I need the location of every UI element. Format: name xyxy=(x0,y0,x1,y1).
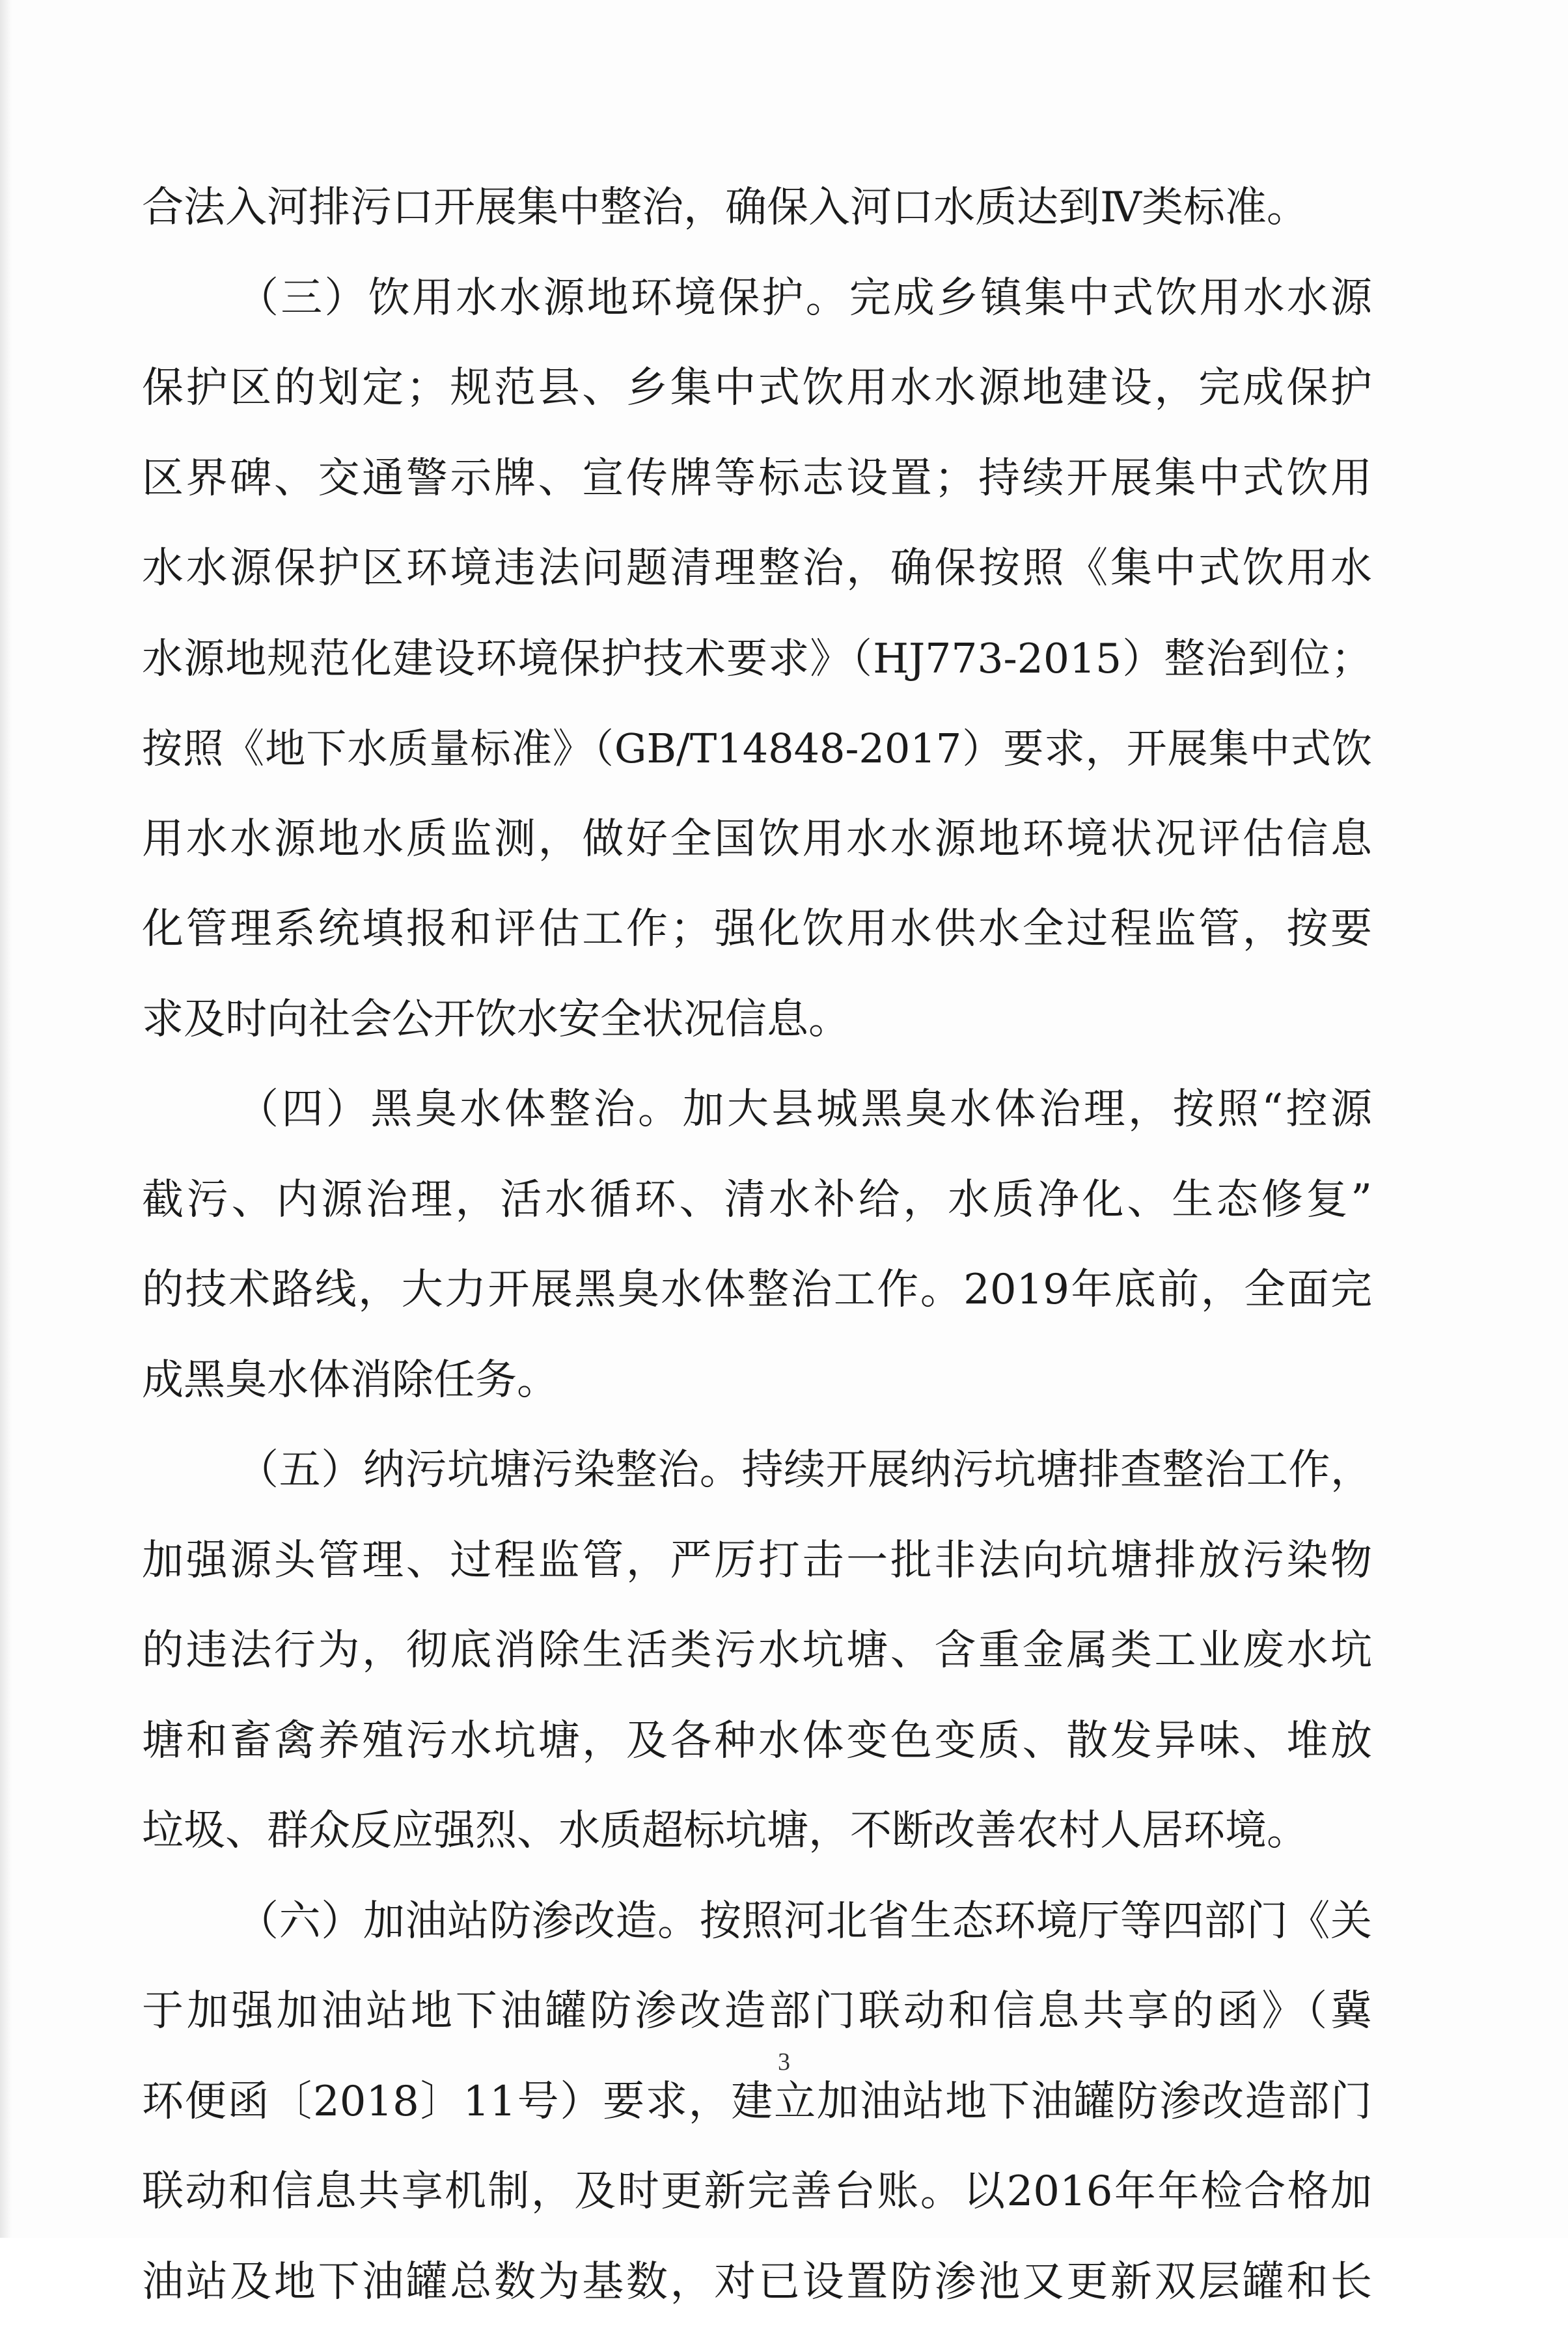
text-line: （五）纳污坑塘污染整治。持续开展纳污坑塘排查整治工作， xyxy=(142,1425,1372,1516)
text-line: 垃圾、群众反应强烈、水质超标坑塘，不断改善农村人居环境。 xyxy=(142,1786,1372,1876)
text-line: 化管理系统填报和评估工作；强化饮用水供水全过程监管，按要 xyxy=(142,884,1372,975)
text-line: 环便函〔2018〕11号）要求，建立加油站地下油罐防渗改造部门 xyxy=(142,2057,1372,2147)
text-line: 的技术路线，大力开展黑臭水体整治工作。2019年底前，全面完 xyxy=(142,1245,1372,1335)
scan-edge-shadow xyxy=(0,0,12,2238)
page-number: 3 xyxy=(0,2048,1568,2076)
text-line: 的违法行为，彻底消除生活类污水坑塘、含重金属类工业废水坑 xyxy=(142,1606,1372,1696)
text-line: 按照《地下水质量标准》（GB/T14848-2017）要求，开展集中式饮 xyxy=(142,704,1372,794)
text-line: 截污、内源治理，活水循环、清水补给，水质净化、生态修复” xyxy=(142,1155,1372,1246)
text-line: （四）黑臭水体整治。加大县城黑臭水体治理，按照“控源 xyxy=(142,1065,1372,1155)
text-line: 区界碑、交通警示牌、宣传牌等标志设置；持续开展集中式饮用 xyxy=(142,434,1372,524)
text-line: 求及时向社会公开饮水安全状况信息。 xyxy=(142,975,1372,1065)
text-line: 水源地规范化建设环境保护技术要求》（HJ773-2015）整治到位； xyxy=(142,614,1372,704)
text-line: （六）加油站防渗改造。按照河北省生态环境厅等四部门《关 xyxy=(142,1876,1372,1967)
text-line: 联动和信息共享机制，及时更新完善台账。以2016年年检合格加 xyxy=(142,2147,1372,2237)
text-line: 水水源保护区环境违法问题清理整治，确保按照《集中式饮用水 xyxy=(142,523,1372,614)
text-line: 合法入河排污口开展集中整治，确保入河口水质达到Ⅳ类标准。 xyxy=(142,163,1372,253)
text-line: 成黑臭水体消除任务。 xyxy=(142,1335,1372,1426)
text-line: 于加强加油站地下油罐防渗改造部门联动和信息共享的函》（冀 xyxy=(142,1966,1372,2057)
text-line: （三）饮用水水源地环境保护。完成乡镇集中式饮用水水源 xyxy=(142,253,1372,344)
text-line: 油站及地下油罐总数为基数，对已设置防渗池又更新双层罐和长 xyxy=(142,2237,1372,2327)
body-text xyxy=(142,163,1372,2327)
text-line: 保护区的划定；规范县、乡集中式饮用水水源地建设，完成保护 xyxy=(142,343,1372,434)
text-line: 塘和畜禽养殖污水坑塘，及各种水体变色变质、散发异味、堆放 xyxy=(142,1696,1372,1787)
text-line: 用水水源地水质监测，做好全国饮用水水源地环境状况评估信息 xyxy=(142,794,1372,885)
text-line: 加强源头管理、过程监管，严厉打击一批非法向坑塘排放污染物 xyxy=(142,1516,1372,1606)
